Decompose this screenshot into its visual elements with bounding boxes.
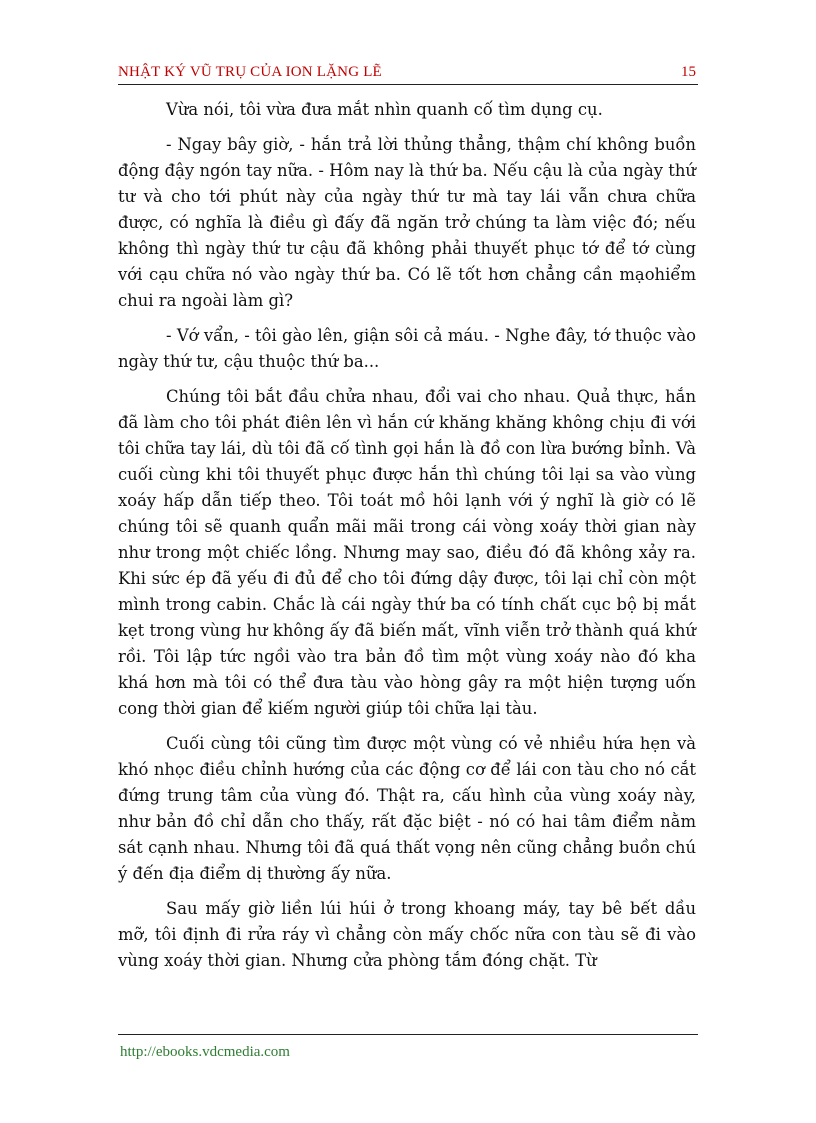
page-body <box>118 97 696 983</box>
book-title: NHẬT KÝ VŨ TRỤ CỦA ION LẶNG LẼ <box>118 64 382 80</box>
page-number: 15 <box>681 64 696 80</box>
paragraph: Chúng tôi bắt đầu chửa nhau, đổi vai cho nhau. Quả thực, hắn đã làm cho tôi phát điên lên vì hắn cứ khăng khăng không chịu đi với tôi chữa tay lái, dù tôi đã cố tình gọi hắn là đồ con lừa bướng bỉnh. Và cuối cùng khi tôi thuyết phục được hắn thì chúng tôi lại sa vào vùng xoáy hấp dẫn tiếp theo. Tôi toát mồ hôi lạnh với ý nghĩ là giờ có lẽ chúng tôi sẽ quanh quẩn mãi mãi trong cái vòng xoáy thời gian này như trong một chiếc lồng. Nhưng may sao, điều đó đã không xảy ra. Khi sức ép đã yếu đi đủ để cho tôi đứng dậy được, tôi lại chỉ còn một mình trong cabin. Chắc là cái ngày thứ ba có tính chất cục bộ bị mắt kẹt trong vùng hư không ấy đã biến mất, vĩnh viễn trở thành quá khứ rồi. Tôi lập tức ngồi vào tra bản đồ tìm một vùng xoáy nào đó kha khá hơn mà tôi có thể đưa tàu vào hòng gây ra một hiện tượng uốn cong thời gian để kiếm người giúp tôi chữa lại tàu. <box>118 387 696 718</box>
footer-link[interactable]: http://ebooks.vdcmedia.com <box>120 1044 290 1060</box>
page-header <box>118 62 698 85</box>
paragraph: - Vớ vẩn, - tôi gào lên, giận sôi cả máu. - Nghe đây, tớ thuộc vào ngày thứ tư, cậu thuộc thứ ba... <box>118 326 696 371</box>
paragraph: Vừa nói, tôi vừa đưa mắt nhìn quanh cố tìm dụng cụ. <box>166 100 603 119</box>
paragraph: Cuối cùng tôi cũng tìm được một vùng có vẻ nhiều hứa hẹn và khó nhọc điều chỉnh hướng của các động cơ để lái con tàu cho nó cắt đứng trung tâm của vùng đó. Thật ra, cấu hình của vùng xoáy này, như bản đồ chỉ dẫn cho thấy, rất đặc biệt - nó có hai tâm điểm nằm sát cạnh nhau. Nhưng tôi đã quá thất vọng nên cũng chẳng buồn chú ý đến địa điểm dị thường ấy nữa. <box>118 734 696 883</box>
paragraph: - Ngay bây giờ, - hắn trả lời thủng thẳng, thậm chí không buồn động đậy ngón tay nữa. - Hôm nay là thứ ba. Nếu cậu là của ngày thứ tư và cho tới phút này của ngày thứ tư mà tay lái vẫn chưa chữa được, có nghĩa là điều gì đấy đã ngăn trở chúng ta làm việc đó; nếu không thì ngày thứ tư cậu đã không phải thuyết phục tớ để tớ cùng với cạu chữa nó vào ngày thứ ba. Có lẽ tốt hơn chẳng cần mạohiểm chui ra ngoài làm gì? <box>118 135 696 310</box>
paragraph: Sau mấy giờ liền lúi húi ở trong khoang máy, tay bê bết dầu mỡ, tôi định đi rửa ráy vì chẳng còn mấy chốc nữa con tàu sẽ đi vào vùng xoáy thời gian. Nhưng cửa phòng tắm đóng chặt. Từ <box>118 899 696 970</box>
footer-divider <box>118 1034 698 1035</box>
